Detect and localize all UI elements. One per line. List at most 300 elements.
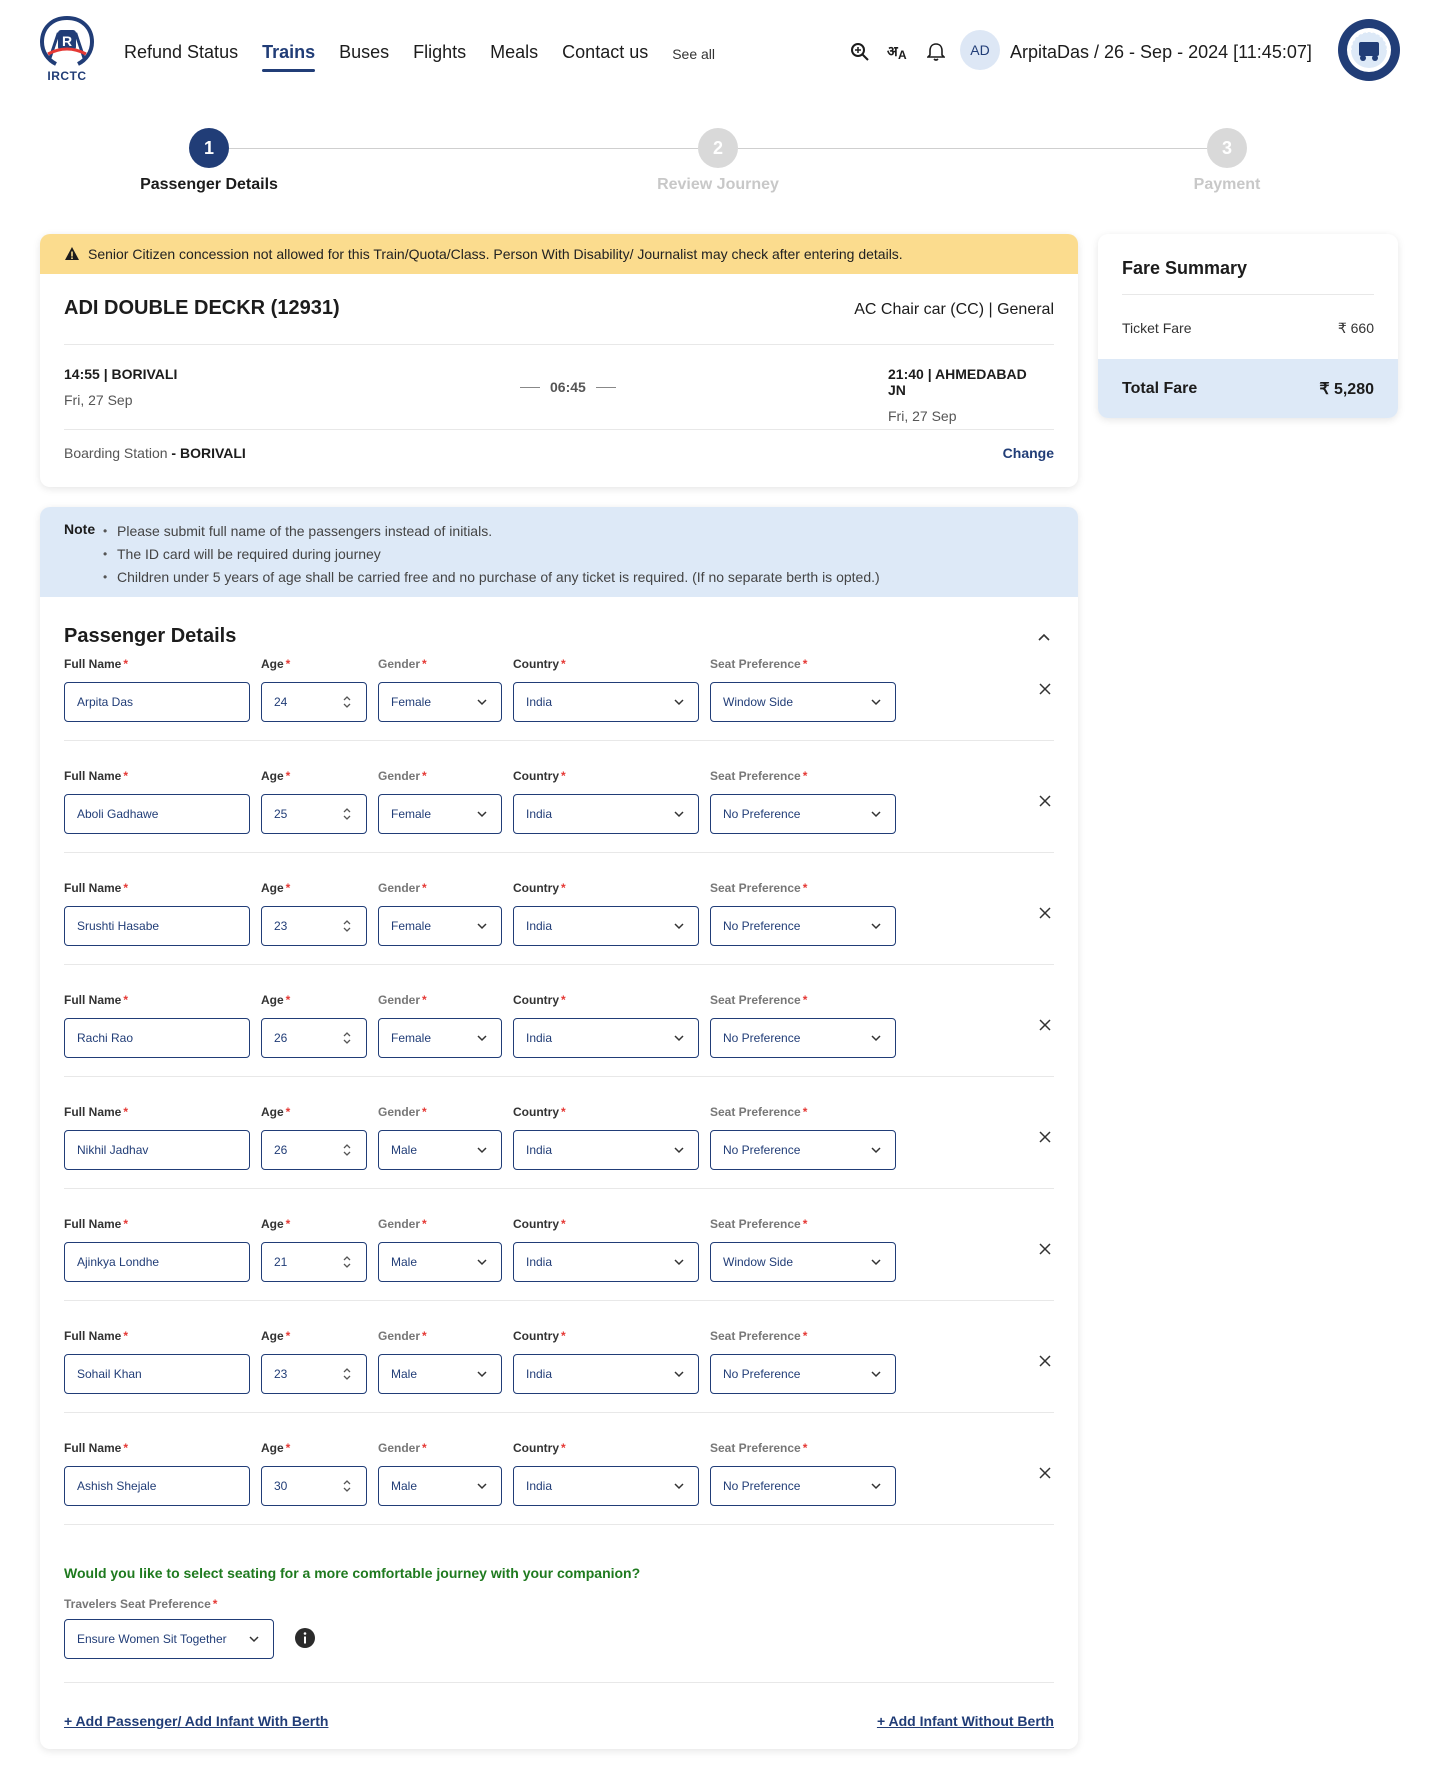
gender-label-text: Gender: [378, 881, 421, 895]
avatar[interactable]: AD: [960, 30, 1000, 70]
age-label-text: Age: [261, 1441, 284, 1455]
close-icon[interactable]: [1036, 1016, 1054, 1034]
journey-card: [40, 234, 1078, 487]
chevron-down-icon: [869, 695, 883, 709]
required-asterisk: *: [285, 1217, 291, 1231]
country-label: [513, 1104, 699, 1120]
age-label-text: Age: [261, 657, 284, 671]
step-connector: [738, 148, 1207, 149]
seat-field: [710, 992, 896, 1058]
name-value: Sohail Khan: [77, 1367, 142, 1381]
country-field: [513, 992, 699, 1058]
total-fare-row: [1098, 359, 1398, 418]
close-icon[interactable]: [1036, 1128, 1054, 1146]
full-name-input[interactable]: [64, 794, 250, 834]
seat-value: Window Side: [723, 1255, 794, 1269]
gender-label-text: Gender: [378, 657, 421, 671]
close-icon[interactable]: [1036, 1240, 1054, 1258]
country-select[interactable]: [513, 682, 699, 722]
warning-icon: [64, 246, 80, 262]
gender-label: [378, 992, 502, 1008]
name-label: [64, 1104, 250, 1120]
country-select[interactable]: [513, 794, 699, 834]
train-row: [64, 297, 1054, 320]
name-label: [64, 656, 250, 672]
name-label-text: Full Name: [64, 881, 122, 895]
full-name-input[interactable]: [64, 1242, 250, 1282]
fare-summary-card: [1098, 234, 1398, 418]
age-label: [261, 1104, 367, 1120]
seat-label: [710, 1216, 896, 1232]
country-label-text: Country: [513, 1217, 559, 1231]
chevron-down-icon: [672, 695, 686, 709]
age-label-text: Age: [261, 881, 284, 895]
country-label-text: Country: [513, 769, 559, 783]
country-select[interactable]: [513, 1466, 699, 1506]
gender-select[interactable]: [378, 682, 502, 722]
required-asterisk: *: [802, 1217, 808, 1231]
stepper-icon[interactable]: [340, 919, 354, 933]
required-asterisk: *: [802, 657, 808, 671]
required-asterisk: *: [422, 881, 427, 895]
stepper-icon[interactable]: [340, 1479, 354, 1493]
age-stepper[interactable]: [261, 1354, 367, 1394]
gender-label: [378, 880, 502, 896]
required-asterisk: *: [802, 881, 808, 895]
chevron-down-icon: [475, 1367, 489, 1381]
name-value: Rachi Rao: [77, 1031, 134, 1045]
seat-label-text: Seat Preference: [710, 1441, 801, 1455]
arrival-date: Fri, 27 Sep: [888, 408, 957, 424]
step-3-circle: 3: [1207, 128, 1247, 168]
country-select[interactable]: [513, 906, 699, 946]
age-value: 24: [274, 695, 288, 709]
seat-label: [710, 1104, 896, 1120]
divider: [64, 1300, 1054, 1301]
country-value: India: [526, 807, 553, 821]
gender-field: [378, 768, 502, 834]
gender-select[interactable]: [378, 1354, 502, 1394]
user-session-info: ArpitaDas / 26 - Sep - 2024 [11:45:07]: [1010, 42, 1312, 62]
gender-label: [378, 656, 502, 672]
gender-value: Female: [391, 807, 432, 821]
full-name-input[interactable]: [64, 1354, 250, 1394]
required-asterisk: *: [212, 1597, 218, 1611]
age-stepper[interactable]: [261, 1242, 367, 1282]
required-asterisk: *: [285, 1329, 291, 1343]
name-field: [64, 656, 250, 722]
age-label-text: Age: [261, 1329, 284, 1343]
required-asterisk: *: [802, 1441, 808, 1455]
seat-preference-select[interactable]: [710, 794, 896, 834]
required-asterisk: *: [123, 993, 129, 1007]
required-asterisk: *: [561, 657, 566, 671]
country-label-text: Country: [513, 1105, 559, 1119]
step-connector: [229, 148, 698, 149]
seat-field: [710, 656, 896, 722]
required-asterisk: *: [285, 769, 291, 783]
chevron-down-icon: [869, 1367, 883, 1381]
name-value: Ajinkya Londhe: [77, 1255, 160, 1269]
age-value: 30: [274, 1479, 288, 1493]
passenger-row: [64, 880, 1054, 992]
age-value: 26: [274, 1143, 288, 1157]
note-list: [103, 520, 880, 589]
seat-label: [710, 768, 896, 784]
seat-preference-select[interactable]: [710, 1018, 896, 1058]
seat-value: No Preference: [723, 1479, 801, 1493]
gender-label: [378, 1440, 502, 1456]
divider: [64, 344, 1054, 345]
gender-value: Male: [391, 1367, 418, 1381]
close-icon[interactable]: [1036, 680, 1054, 698]
seat-field: [710, 1216, 896, 1282]
chevron-down-icon: [869, 807, 883, 821]
travelers-seat-pref-value: Ensure Women Sit Together: [77, 1632, 227, 1646]
passenger-row: [64, 768, 1054, 880]
name-label: [64, 1216, 250, 1232]
country-field: [513, 880, 699, 946]
required-asterisk: *: [123, 1105, 129, 1119]
gender-label-text: Gender: [378, 993, 421, 1007]
chevron-down-icon: [869, 1255, 883, 1269]
gender-label-text: Gender: [378, 1217, 421, 1231]
country-label-text: Country: [513, 881, 559, 895]
name-label-text: Full Name: [64, 657, 122, 671]
name-value: Aboli Gadhawe: [77, 807, 159, 821]
irctc-logo-mark: [38, 14, 96, 70]
note-item: • Please submit full name of the passengers instead of initials.: [103, 520, 880, 543]
svg-text:अ: अ: [887, 44, 898, 60]
age-stepper[interactable]: [261, 1466, 367, 1506]
chevron-down-icon: [475, 1255, 489, 1269]
name-label-text: Full Name: [64, 1105, 122, 1119]
gender-field: [378, 656, 502, 722]
seat-label-text: Seat Preference: [710, 1217, 801, 1231]
required-asterisk: *: [422, 1217, 427, 1231]
seat-preference-select[interactable]: [710, 906, 896, 946]
gender-select[interactable]: [378, 1130, 502, 1170]
divider: [64, 1076, 1054, 1077]
divider: [64, 1524, 1054, 1525]
note-item: • Children under 5 years of age shall be carried free and no purchase of any ticket is required. (If no separate berth is opted.): [103, 566, 880, 589]
country-field: [513, 1216, 699, 1282]
passenger-row: [64, 1328, 1054, 1440]
ticket-fare-row: [1122, 320, 1374, 337]
gender-field: [378, 1216, 502, 1282]
main-nav: [124, 40, 739, 64]
change-boarding-link[interactable]: Change: [1002, 445, 1054, 461]
name-field: [64, 880, 250, 946]
country-value: India: [526, 1367, 553, 1381]
passenger-row: [64, 1216, 1054, 1328]
nav-flights[interactable]: Flights: [413, 42, 467, 62]
required-asterisk: *: [561, 1329, 566, 1343]
country-label: [513, 768, 699, 784]
age-field: [261, 1216, 367, 1282]
departure-time-station: 14:55 | BORIVALI: [64, 366, 178, 382]
passenger-row: [64, 1440, 1054, 1552]
gender-select[interactable]: [378, 906, 502, 946]
top-header: [0, 0, 1440, 100]
seat-value: No Preference: [723, 807, 801, 821]
required-asterisk: *: [123, 1329, 129, 1343]
chevron-down-icon: [475, 1479, 489, 1493]
close-icon[interactable]: [1036, 792, 1054, 810]
arrival-time-station: 21:40 | AHMEDABAD JN: [888, 366, 1027, 398]
divider: [64, 1188, 1054, 1189]
seat-value: No Preference: [723, 1143, 801, 1157]
name-label: [64, 992, 250, 1008]
country-select[interactable]: [513, 1130, 699, 1170]
seat-preference-select[interactable]: [710, 1354, 896, 1394]
irctc-logo[interactable]: [38, 14, 96, 84]
total-fare-label: Total Fare: [1122, 379, 1198, 397]
age-field: [261, 880, 367, 946]
nav-buses[interactable]: Buses: [339, 42, 390, 62]
seat-field: [710, 880, 896, 946]
stepper-icon[interactable]: [340, 1031, 354, 1045]
required-asterisk: *: [561, 1441, 566, 1455]
seat-preference-select[interactable]: [710, 1130, 896, 1170]
note-label: Note: [64, 521, 96, 537]
country-field: [513, 1440, 699, 1506]
required-asterisk: *: [285, 1105, 291, 1119]
full-name-input[interactable]: [64, 1466, 250, 1506]
chevron-down-icon: [672, 919, 686, 933]
step-2-label: Review Journey: [657, 176, 779, 193]
close-icon[interactable]: [1036, 1464, 1054, 1482]
seat-preference-select[interactable]: [710, 1242, 896, 1282]
stepper-icon[interactable]: [340, 1255, 354, 1269]
age-label: [261, 768, 367, 784]
country-value: India: [526, 695, 553, 709]
duration-dash: [520, 387, 540, 388]
chevron-down-icon: [869, 1031, 883, 1045]
step-1-label: Passenger Details: [140, 176, 278, 193]
age-label-text: Age: [261, 769, 284, 783]
note-box: [40, 507, 1078, 597]
ticket-fare-label: Ticket Fare: [1122, 320, 1192, 336]
boarding-station: [64, 445, 246, 461]
country-label-text: Country: [513, 1441, 559, 1455]
journey-duration: [510, 379, 626, 395]
chevron-down-icon: [672, 1255, 686, 1269]
age-stepper[interactable]: [261, 1130, 367, 1170]
required-asterisk: *: [123, 881, 129, 895]
seat-field: [710, 768, 896, 834]
close-icon[interactable]: [1036, 1352, 1054, 1370]
gender-value: Female: [391, 1031, 432, 1045]
age-stepper[interactable]: [261, 794, 367, 834]
age-field: [261, 992, 367, 1058]
chevron-down-icon: [475, 807, 489, 821]
gender-label: [378, 1328, 502, 1344]
bell-icon[interactable]: [922, 38, 950, 66]
name-field: [64, 1328, 250, 1394]
passenger-row: [64, 992, 1054, 1104]
alert-text: Senior Citizen concession not allowed for this Train/Quota/Class. Person With Disability/ Journalist may check after entering details.: [88, 246, 903, 262]
search-icon[interactable]: [846, 38, 874, 66]
country-select[interactable]: [513, 1242, 699, 1282]
chevron-up-icon[interactable]: [1034, 627, 1054, 647]
departure-info: [64, 366, 177, 408]
country-label: [513, 992, 699, 1008]
name-label: [64, 880, 250, 896]
chevron-down-icon: [672, 807, 686, 821]
age-stepper[interactable]: [261, 682, 367, 722]
svg-text:A: A: [898, 48, 907, 62]
total-fare-value: ₹ 5,280: [1319, 380, 1374, 398]
country-label: [513, 1328, 699, 1344]
name-field: [64, 1216, 250, 1282]
required-asterisk: *: [123, 769, 129, 783]
name-label: [64, 1440, 250, 1456]
name-label: [64, 768, 250, 784]
seat-field: [710, 1104, 896, 1170]
country-value: India: [526, 1143, 553, 1157]
country-field: [513, 656, 699, 722]
stepper-icon[interactable]: [340, 1367, 354, 1381]
train-name: ADI DOUBLE DECKR (12931): [64, 297, 340, 319]
seat-label: [710, 1328, 896, 1344]
chevron-down-icon: [869, 1143, 883, 1157]
name-label-text: Full Name: [64, 1217, 122, 1231]
seat-label-text: Seat Preference: [710, 1105, 801, 1119]
nav-see-all[interactable]: See all: [672, 46, 716, 62]
fare-summary-title: Fare Summary: [1122, 258, 1248, 278]
gender-field: [378, 1328, 502, 1394]
passenger-details-card: [40, 507, 1078, 1749]
required-asterisk: *: [422, 657, 427, 671]
country-label: [513, 1216, 699, 1232]
age-label: [261, 1328, 367, 1344]
seat-label-text: Seat Preference: [710, 993, 801, 1007]
concession-alert: [40, 234, 1078, 274]
duration-dash: [596, 387, 616, 388]
age-label: [261, 1440, 367, 1456]
gender-value: Male: [391, 1479, 418, 1493]
required-asterisk: *: [285, 993, 291, 1007]
note-item: • The ID card will be required during journey: [103, 543, 880, 566]
required-asterisk: *: [422, 769, 427, 783]
required-asterisk: *: [123, 1441, 129, 1455]
close-icon[interactable]: [1036, 904, 1054, 922]
seat-preference-select[interactable]: [710, 682, 896, 722]
seat-label-text: Seat Preference: [710, 881, 801, 895]
full-name-input[interactable]: [64, 1018, 250, 1058]
gender-label-text: Gender: [378, 769, 421, 783]
add-infant-without-berth-link[interactable]: + Add Infant Without Berth: [876, 1713, 1054, 1729]
chevron-down-icon: [672, 1143, 686, 1157]
country-value: India: [526, 1479, 553, 1493]
gender-select[interactable]: [378, 1018, 502, 1058]
chevron-down-icon: [475, 1143, 489, 1157]
required-asterisk: *: [561, 1105, 566, 1119]
name-field: [64, 992, 250, 1058]
travelers-seat-pref-label: [64, 1597, 217, 1611]
seat-label-text: Seat Preference: [710, 769, 801, 783]
divider: [64, 1412, 1054, 1413]
name-value: Arpita Das: [77, 695, 134, 709]
full-name-input[interactable]: [64, 1130, 250, 1170]
seat-field: [710, 1440, 896, 1506]
gender-select[interactable]: [378, 1466, 502, 1506]
departure-date: Fri, 27 Sep: [64, 392, 133, 408]
age-label-text: Age: [261, 993, 284, 1007]
seat-preference-select[interactable]: [710, 1466, 896, 1506]
divider: [1122, 294, 1374, 295]
nav-meals[interactable]: Meals: [490, 42, 539, 62]
stepper-icon[interactable]: [340, 807, 354, 821]
age-label: [261, 656, 367, 672]
gender-value: Male: [391, 1255, 418, 1269]
seat-label-text: Seat Preference: [710, 1329, 801, 1343]
step-2-circle: 2: [698, 128, 738, 168]
translate-icon[interactable]: [884, 38, 912, 66]
required-asterisk: *: [422, 1441, 427, 1455]
seat-value: Window Side: [723, 695, 794, 709]
divider: [64, 740, 1054, 741]
seat-value: No Preference: [723, 919, 801, 933]
seat-value: No Preference: [723, 1031, 801, 1045]
name-field: [64, 1104, 250, 1170]
info-icon[interactable]: [294, 1627, 316, 1649]
full-name-input[interactable]: [64, 906, 250, 946]
indian-railways-logo: [1337, 18, 1401, 82]
full-name-input[interactable]: [64, 682, 250, 722]
gender-select[interactable]: [378, 794, 502, 834]
age-label-text: Age: [261, 1105, 284, 1119]
seat-label-text: Seat Preference: [710, 657, 801, 671]
stepper-icon[interactable]: [340, 695, 354, 709]
country-select[interactable]: [513, 1018, 699, 1058]
name-value: Ashish Shejale: [77, 1479, 157, 1493]
stepper-icon[interactable]: [340, 1143, 354, 1157]
age-label-text: Age: [261, 1217, 284, 1231]
nav-contact-us[interactable]: Contact us: [562, 42, 649, 62]
name-label-text: Full Name: [64, 993, 122, 1007]
gender-field: [378, 1440, 502, 1506]
nav-refund-status[interactable]: Refund Status: [124, 42, 239, 62]
nav-trains[interactable]: Trains: [262, 42, 316, 62]
required-asterisk: *: [422, 993, 427, 1007]
name-label-text: Full Name: [64, 769, 122, 783]
seat-label: [710, 880, 896, 896]
step-3-label: Payment: [1193, 176, 1261, 193]
age-value: 23: [274, 1367, 288, 1381]
country-value: India: [526, 1031, 553, 1045]
age-stepper[interactable]: [261, 1018, 367, 1058]
ticket-fare-value: ₹ 660: [1337, 320, 1374, 336]
duration-text: 06:45: [550, 379, 586, 395]
required-asterisk: *: [285, 881, 291, 895]
add-passenger-link[interactable]: + Add Passenger/ Add Infant With Berth: [64, 1713, 329, 1729]
name-value: Nikhil Jadhav: [77, 1143, 149, 1157]
required-asterisk: *: [285, 657, 291, 671]
age-stepper[interactable]: [261, 906, 367, 946]
gender-label: [378, 1104, 502, 1120]
gender-select[interactable]: [378, 1242, 502, 1282]
passenger-row: [64, 1104, 1054, 1216]
travelers-seat-pref-select[interactable]: [64, 1619, 274, 1659]
country-select[interactable]: [513, 1354, 699, 1394]
arrival-info: [888, 366, 1048, 424]
required-asterisk: *: [561, 881, 566, 895]
required-asterisk: *: [123, 1217, 129, 1231]
name-label-text: Full Name: [64, 1329, 122, 1343]
passenger-row: [64, 656, 1054, 768]
